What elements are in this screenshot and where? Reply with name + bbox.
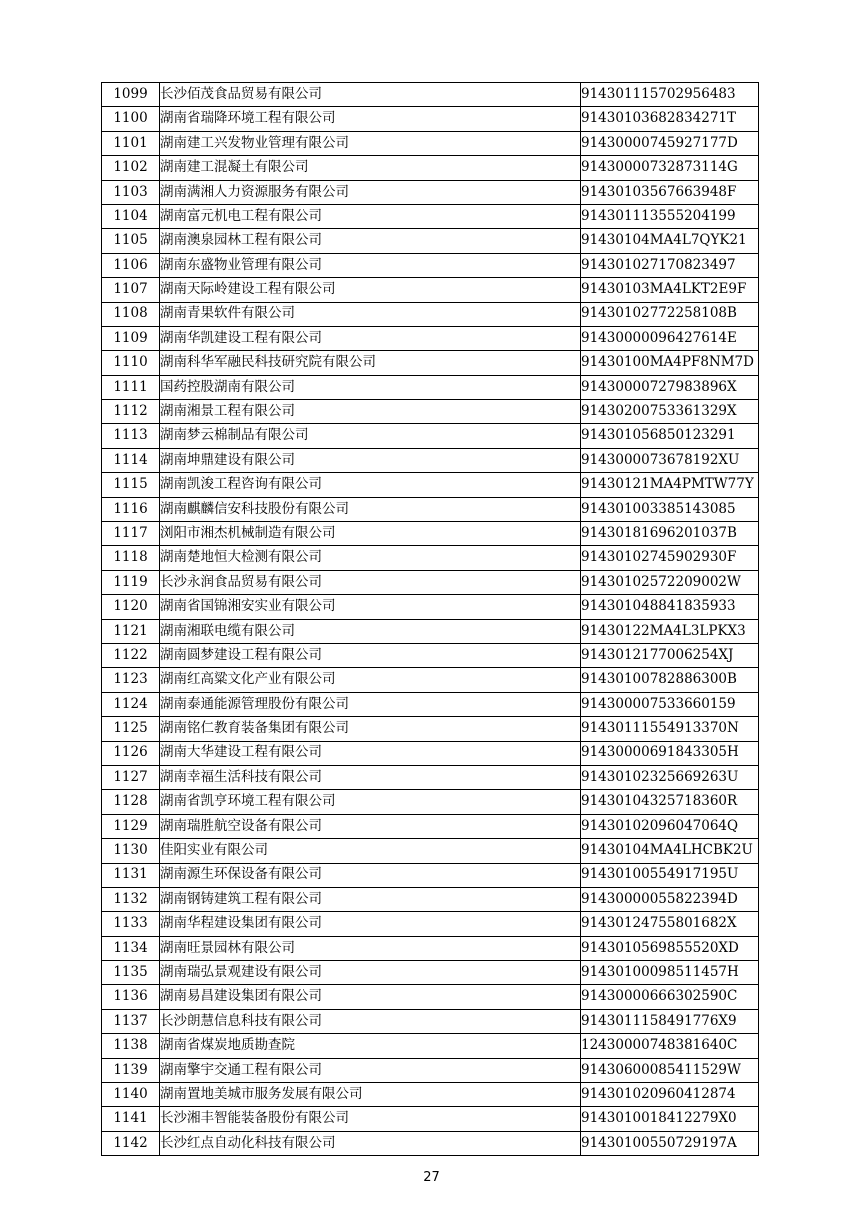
company-name: 湖南华凯建设工程有限公司 [160, 326, 581, 350]
table-row [102, 448, 759, 472]
company-name: 长沙佰茂食品贸易有限公司 [160, 83, 581, 107]
row-number: 1129 [102, 814, 160, 838]
row-number: 1100 [102, 107, 160, 131]
company-name: 湖南红高粱文化产业有限公司 [160, 668, 581, 692]
row-number: 1114 [102, 448, 160, 472]
table-row [102, 351, 759, 375]
company-name: 湖南置地美城市服务发展有限公司 [160, 1083, 581, 1107]
table-row [102, 1083, 759, 1107]
company-name: 长沙朗慧信息科技有限公司 [160, 1009, 581, 1033]
row-number: 1135 [102, 961, 160, 985]
credit-code: 91430100550729197A [581, 1131, 759, 1155]
company-name: 湖南湘景工程有限公司 [160, 400, 581, 424]
company-name: 长沙永润食品贸易有限公司 [160, 570, 581, 594]
row-number: 1106 [102, 253, 160, 277]
table-body [102, 83, 759, 1156]
row-number: 1120 [102, 595, 160, 619]
company-name: 湖南瑞弘景观建设有限公司 [160, 961, 581, 985]
company-name: 湖南建工混凝土有限公司 [160, 156, 581, 180]
row-number: 1125 [102, 717, 160, 741]
company-name: 湖南楚地恒大检测有限公司 [160, 546, 581, 570]
table-row [102, 522, 759, 546]
row-number: 1132 [102, 887, 160, 911]
credit-code: 91430124755801682X [581, 912, 759, 936]
company-name: 长沙红点自动化科技有限公司 [160, 1131, 581, 1155]
company-name: 湖南凯浚工程咨询有限公司 [160, 473, 581, 497]
company-name: 湖南澳泉园林工程有限公司 [160, 229, 581, 253]
credit-code: 91430200753361329X [581, 400, 759, 424]
company-name: 湖南铭仁教育装备集团有限公司 [160, 717, 581, 741]
table-row [102, 863, 759, 887]
company-name: 湖南易昌建设集团有限公司 [160, 985, 581, 1009]
credit-code: 91430111554913370N [581, 717, 759, 741]
company-registry-table [101, 82, 759, 1156]
credit-code: 914301003385143085 [581, 497, 759, 521]
company-name: 湖南麒麟信安科技股份有限公司 [160, 497, 581, 521]
credit-code: 914301113555204199 [581, 204, 759, 228]
table-row [102, 814, 759, 838]
credit-code: 91430102096047064Q [581, 814, 759, 838]
row-number: 1119 [102, 570, 160, 594]
table-row [102, 253, 759, 277]
table-row [102, 107, 759, 131]
row-number: 1107 [102, 278, 160, 302]
credit-code: 91430000666302590C [581, 985, 759, 1009]
table-row [102, 302, 759, 326]
row-number: 1133 [102, 912, 160, 936]
credit-code: 9143011158491776X9 [581, 1009, 759, 1033]
table-row [102, 692, 759, 716]
row-number: 1122 [102, 643, 160, 667]
credit-code: 914301020960412874 [581, 1083, 759, 1107]
company-name: 湖南省瑞降环境工程有限公司 [160, 107, 581, 131]
credit-code: 914300007533660159 [581, 692, 759, 716]
company-name: 佳阳实业有限公司 [160, 839, 581, 863]
row-number: 1111 [102, 375, 160, 399]
credit-code: 91430000055822394D [581, 887, 759, 911]
company-name: 湖南天际岭建设工程有限公司 [160, 278, 581, 302]
company-name: 湖南梦云棉制品有限公司 [160, 424, 581, 448]
table-row [102, 278, 759, 302]
row-number: 1113 [102, 424, 160, 448]
table-row [102, 741, 759, 765]
table-row [102, 595, 759, 619]
row-number: 1127 [102, 765, 160, 789]
company-name: 湖南幸福生活科技有限公司 [160, 765, 581, 789]
credit-code: 91430102772258108B [581, 302, 759, 326]
table-row [102, 400, 759, 424]
table-row [102, 790, 759, 814]
row-number: 1104 [102, 204, 160, 228]
row-number: 1139 [102, 1058, 160, 1082]
row-number: 1117 [102, 522, 160, 546]
credit-code: 91430181696201037B [581, 522, 759, 546]
table-row [102, 326, 759, 350]
row-number: 1116 [102, 497, 160, 521]
credit-code: 91430000745927177D [581, 131, 759, 155]
table-row [102, 204, 759, 228]
credit-code: 9143000073678192XU [581, 448, 759, 472]
credit-code: 914301048841835933 [581, 595, 759, 619]
credit-code: 91430100782886300B [581, 668, 759, 692]
table-row [102, 887, 759, 911]
row-number: 1124 [102, 692, 160, 716]
table-row [102, 961, 759, 985]
company-name: 湖南华程建设集团有限公司 [160, 912, 581, 936]
company-name: 湖南瑞胜航空设备有限公司 [160, 814, 581, 838]
table-row [102, 717, 759, 741]
table-row [102, 180, 759, 204]
credit-code: 91430102325669263U [581, 765, 759, 789]
row-number: 1134 [102, 936, 160, 960]
company-name: 湖南湘联电缆有限公司 [160, 619, 581, 643]
company-name: 湖南钢铸建筑工程有限公司 [160, 887, 581, 911]
credit-code: 91430102745902930F [581, 546, 759, 570]
company-name: 湖南富元机电工程有限公司 [160, 204, 581, 228]
credit-code: 91430122MA4L3LPKX3 [581, 619, 759, 643]
row-number: 1101 [102, 131, 160, 155]
company-name: 湖南东盛物业管理有限公司 [160, 253, 581, 277]
row-number: 1137 [102, 1009, 160, 1033]
credit-code: 91430102572209002W [581, 570, 759, 594]
table-row [102, 131, 759, 155]
row-number: 1123 [102, 668, 160, 692]
table-row [102, 424, 759, 448]
table-row [102, 1058, 759, 1082]
credit-code: 91430104MA4L7QYK21 [581, 229, 759, 253]
table-row [102, 156, 759, 180]
table-row [102, 1131, 759, 1155]
row-number: 1142 [102, 1131, 160, 1155]
row-number: 1130 [102, 839, 160, 863]
company-name: 湖南满湘人力资源服务有限公司 [160, 180, 581, 204]
page-number: 27 [423, 1170, 440, 1185]
credit-code: 914301027170823497 [581, 253, 759, 277]
row-number: 1103 [102, 180, 160, 204]
company-name: 湖南省煤炭地质勘查院 [160, 1034, 581, 1058]
row-number: 1118 [102, 546, 160, 570]
row-number: 1128 [102, 790, 160, 814]
credit-code: 9143010018412279X0 [581, 1107, 759, 1131]
credit-code: 12430000748381640C [581, 1034, 759, 1058]
company-name: 湖南青果软件有限公司 [160, 302, 581, 326]
table-row [102, 1107, 759, 1131]
row-number: 1136 [102, 985, 160, 1009]
company-name: 湖南旺景园林有限公司 [160, 936, 581, 960]
credit-code: 91430103567663948F [581, 180, 759, 204]
table-row [102, 765, 759, 789]
row-number: 1126 [102, 741, 160, 765]
company-name: 湖南泰通能源管理股份有限公司 [160, 692, 581, 716]
row-number: 1110 [102, 351, 160, 375]
table-row [102, 1034, 759, 1058]
table-row [102, 375, 759, 399]
table-row [102, 912, 759, 936]
credit-code: 91430600085411529W [581, 1058, 759, 1082]
row-number: 1099 [102, 83, 160, 107]
credit-code: 91430000691843305H [581, 741, 759, 765]
row-number: 1112 [102, 400, 160, 424]
credit-code: 91430000727983896X [581, 375, 759, 399]
credit-code: 9143012177006254XJ [581, 643, 759, 667]
company-name: 湖南大华建设工程有限公司 [160, 741, 581, 765]
credit-code: 91430100MA4PF8NM7D [581, 351, 759, 375]
table-row [102, 643, 759, 667]
row-number: 1102 [102, 156, 160, 180]
credit-code: 91430121MA4PMTW77Y [581, 473, 759, 497]
credit-code: 91430100098511457H [581, 961, 759, 985]
credit-code: 914301056850123291 [581, 424, 759, 448]
row-number: 1109 [102, 326, 160, 350]
credit-code: 9143010569855520XD [581, 936, 759, 960]
table-row [102, 83, 759, 107]
company-name: 湖南圆梦建设工程有限公司 [160, 643, 581, 667]
company-name: 湖南建工兴发物业管理有限公司 [160, 131, 581, 155]
table-row [102, 570, 759, 594]
table-row [102, 619, 759, 643]
row-number: 1108 [102, 302, 160, 326]
company-name: 湖南省国锦湘安实业有限公司 [160, 595, 581, 619]
row-number: 1141 [102, 1107, 160, 1131]
company-name: 长沙湘丰智能装备股份有限公司 [160, 1107, 581, 1131]
credit-code: 91430104MA4LHCBK2U [581, 839, 759, 863]
company-name: 国药控股湖南有限公司 [160, 375, 581, 399]
credit-code: 91430000732873114G [581, 156, 759, 180]
table-row [102, 839, 759, 863]
company-name: 湖南科华军融民科技研究院有限公司 [160, 351, 581, 375]
company-name: 浏阳市湘杰机械制造有限公司 [160, 522, 581, 546]
credit-code: 91430000096427614E [581, 326, 759, 350]
row-number: 1131 [102, 863, 160, 887]
table-row [102, 546, 759, 570]
table-row [102, 985, 759, 1009]
row-number: 1121 [102, 619, 160, 643]
table-row [102, 497, 759, 521]
row-number: 1140 [102, 1083, 160, 1107]
table-row [102, 1009, 759, 1033]
table-row [102, 229, 759, 253]
company-name: 湖南坤鼎建设有限公司 [160, 448, 581, 472]
row-number: 1115 [102, 473, 160, 497]
company-name: 湖南源生环保设备有限公司 [160, 863, 581, 887]
table-row [102, 473, 759, 497]
company-name: 湖南省凯亨环境工程有限公司 [160, 790, 581, 814]
table-row [102, 668, 759, 692]
row-number: 1105 [102, 229, 160, 253]
company-name: 湖南擎宇交通工程有限公司 [160, 1058, 581, 1082]
credit-code: 91430103682834271T [581, 107, 759, 131]
credit-code: 91430104325718360R [581, 790, 759, 814]
table-row [102, 936, 759, 960]
row-number: 1138 [102, 1034, 160, 1058]
credit-code: 91430100554917195U [581, 863, 759, 887]
credit-code: 91430103MA4LKT2E9F [581, 278, 759, 302]
credit-code: 914301115702956483 [581, 83, 759, 107]
